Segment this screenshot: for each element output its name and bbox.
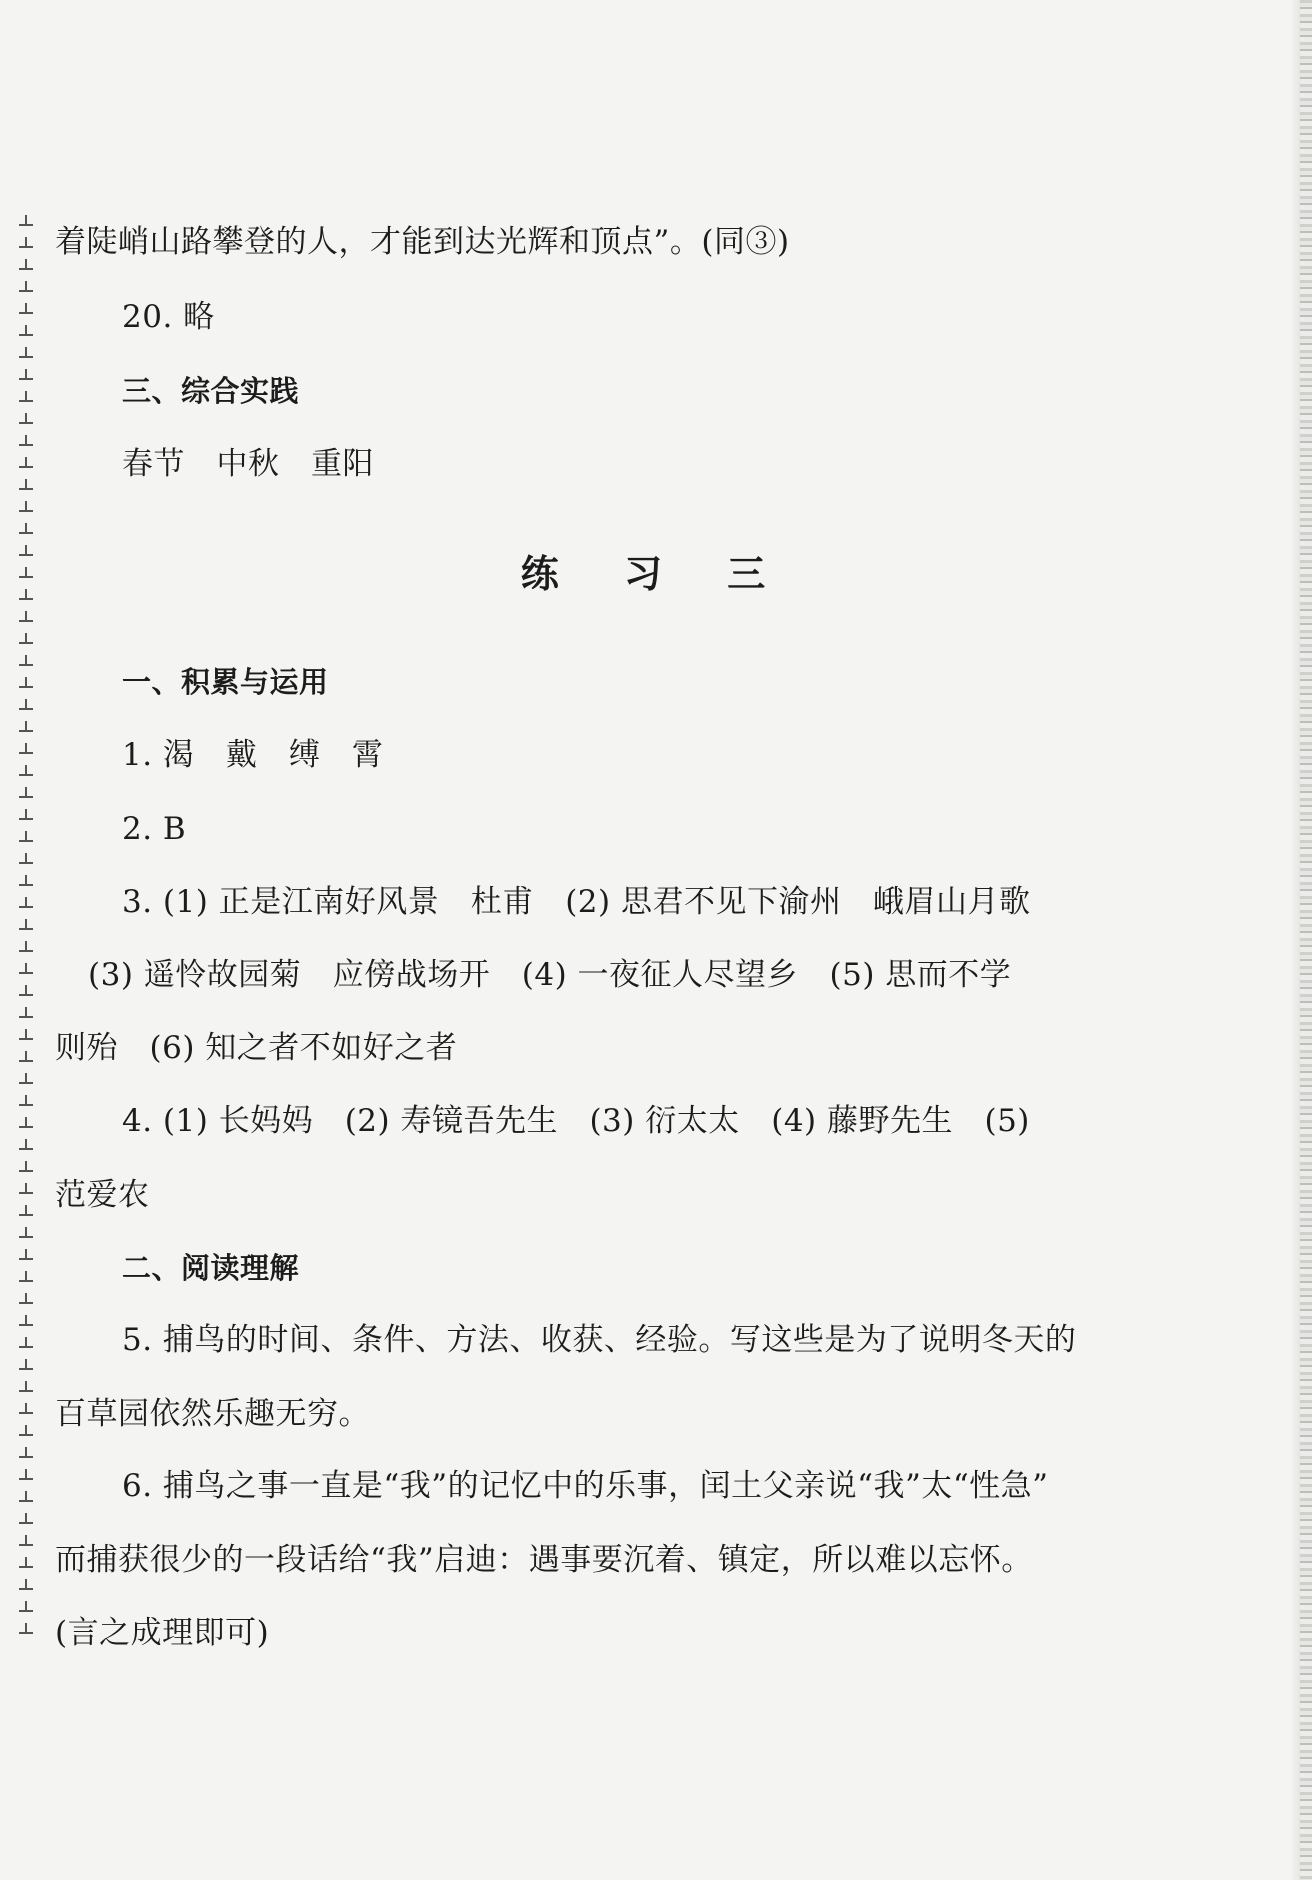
answer-6-line-3: (言之成理即可) bbox=[55, 1615, 270, 1651]
answer-4-line-1: 4. (1) 长妈妈 (2) 寿镜吾先生 (3) 衍太太 (4) 藤野先生 (5) bbox=[122, 1103, 1030, 1139]
binding-tick-marks bbox=[19, 215, 33, 1645]
answer-6-line-2: 而捕获很少的一段话给“我”启迪：遇事要沉着、镇定，所以难以忘怀。 bbox=[55, 1542, 1033, 1578]
answer-3-line-3: 则殆 (6) 知之者不如好之者 bbox=[55, 1030, 458, 1066]
answer-4-line-2: 范爱农 bbox=[55, 1177, 150, 1213]
answer-6-line-1: 6. 捕鸟之事一直是“我”的记忆中的乐事，闰土父亲说“我”太“性急” bbox=[122, 1468, 1049, 1504]
exercise-title: 练 习 三 bbox=[520, 552, 792, 596]
answer-1: 1. 渴 戴 缚 霄 bbox=[122, 737, 384, 773]
answer-20: 20. 略 bbox=[122, 299, 215, 335]
section-heading-accumulation: 一、积累与运用 bbox=[122, 665, 329, 699]
section-heading-practice: 三、综合实践 bbox=[122, 374, 300, 408]
answer-5-line-2: 百草园依然乐趣无穷。 bbox=[55, 1396, 370, 1432]
answer-3-line-2: (3) 遥怜故园菊 应傍战场开 (4) 一夜征人尽望乡 (5) 思而不学 bbox=[88, 957, 1012, 993]
answer-2: 2. B bbox=[122, 811, 187, 847]
answer-festivals: 春节 中秋 重阳 bbox=[122, 446, 374, 482]
torn-page-edge bbox=[1300, 0, 1312, 1880]
page-edge-shadow bbox=[1290, 0, 1300, 1880]
section-heading-reading: 二、阅读理解 bbox=[122, 1251, 300, 1285]
answer-5-line-1: 5. 捕鸟的时间、条件、方法、收获、经验。写这些是为了说明冬天的 bbox=[122, 1322, 1077, 1358]
text-line-continuation: 着陡峭山路攀登的人，才能到达光辉和顶点”。(同③) bbox=[55, 224, 790, 260]
binding-margin bbox=[18, 215, 34, 1645]
answer-3-line-1: 3. (1) 正是江南好风景 杜甫 (2) 思君不见下渝州 峨眉山月歌 bbox=[122, 884, 1031, 920]
